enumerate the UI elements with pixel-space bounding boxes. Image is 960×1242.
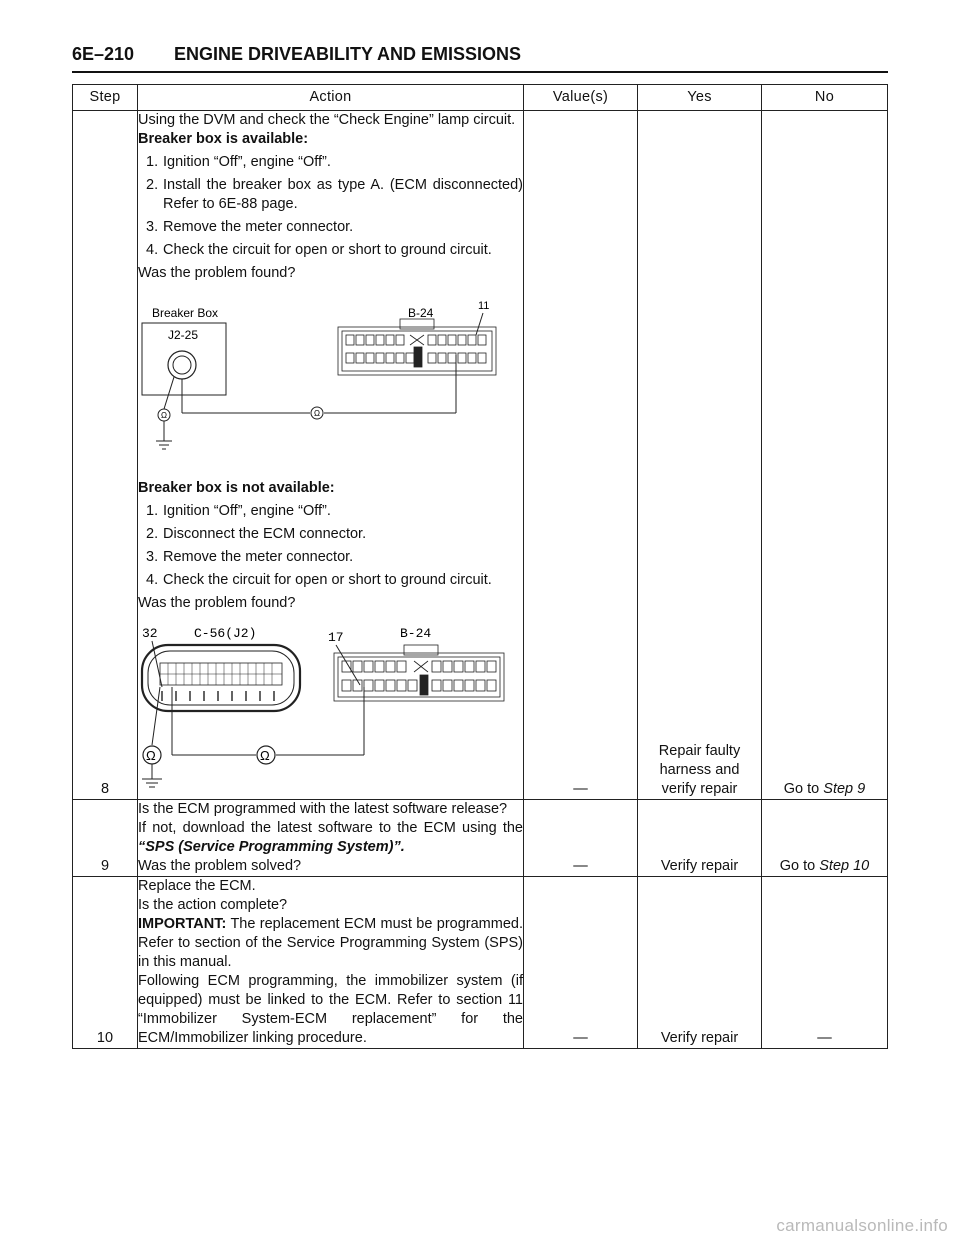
yes-cell: Verify repair <box>638 800 762 877</box>
list-item: 4. Check the circuit for open or short to ground circuit. <box>146 242 492 258</box>
list-item: 3. Remove the meter connector. <box>146 549 354 565</box>
action-question: Is the action complete? <box>138 897 288 913</box>
yes-line: harness and <box>659 762 740 778</box>
connector-label: B-24 <box>400 626 432 641</box>
action-intro: Using the DVM and check the “Check Engine” lamp circuit. <box>138 112 516 128</box>
page-number: 6E–210 <box>72 44 135 64</box>
list-item: 1. Ignition “Off”, engine “Off”. <box>146 503 331 519</box>
ground-symbol-icon <box>142 779 162 787</box>
important-label: IMPORTANT: <box>138 916 227 932</box>
b24-connector-icon <box>334 645 504 701</box>
breaker-available-steps <box>138 153 523 260</box>
col-header-no: No <box>762 85 888 111</box>
col-header-values: Value(s) <box>524 85 638 111</box>
pin-label: 11 <box>478 300 490 312</box>
ground-symbol-icon <box>156 441 172 449</box>
action-text: Replace the ECM. <box>138 878 256 894</box>
col-header-yes: Yes <box>638 85 762 111</box>
no-cell <box>762 111 888 800</box>
ohm-symbol: Ω <box>314 409 320 418</box>
list-item: 2. Install the breaker box as type A. (ECM disconnected) Refer to 6E-88 page. <box>146 177 523 212</box>
pin-pointer <box>476 313 483 335</box>
page-title: ENGINE DRIVEABILITY AND EMISSIONS <box>174 44 522 64</box>
go-to-text: Go to <box>779 858 820 874</box>
breaker-not-available-heading: Breaker box is not available: <box>138 480 335 496</box>
no-cell <box>762 800 888 877</box>
pin-right-label: 17 <box>328 630 344 645</box>
action-cell-step-8 <box>138 111 524 800</box>
table-row-step-9 <box>73 800 888 877</box>
c56-connector-icon <box>142 645 300 711</box>
b24-connector-icon <box>338 319 496 375</box>
yes-cell <box>638 111 762 800</box>
sps-reference: “SPS (Service Programming System)”. <box>138 839 405 855</box>
col-header-action: Action <box>138 85 524 111</box>
question-b: Was the problem found? <box>138 595 296 611</box>
terminal-label: J2-25 <box>168 328 199 342</box>
watermark: carmanualsonline.info <box>776 1216 948 1235</box>
diagnostic-table <box>72 84 888 1049</box>
action-question: Was the problem solved? <box>138 858 302 874</box>
action-text: Is the ECM programmed with the latest software release? <box>138 801 508 817</box>
lead-wire-a <box>164 377 174 409</box>
step-link[interactable]: Step 9 <box>823 781 866 797</box>
values-cell: — <box>524 877 638 1049</box>
terminal-outer <box>168 351 196 379</box>
question-a: Was the problem found? <box>138 265 296 281</box>
pin-pointer <box>336 645 360 685</box>
terminal-inner <box>173 356 191 374</box>
ohm-symbol: Ω <box>146 748 156 763</box>
list-item: 2. Disconnect the ECM connector. <box>146 526 367 542</box>
ohm-symbol: Ω <box>260 748 270 763</box>
table-row-step-10 <box>73 877 888 1049</box>
step-number: 10 <box>73 877 138 1049</box>
header-rule <box>72 71 888 73</box>
go-to-text: Go to <box>783 781 824 797</box>
table-row-step-8 <box>73 111 888 800</box>
col-header-step: Step <box>73 85 138 111</box>
values-cell: — <box>524 800 638 877</box>
yes-cell: Verify repair <box>638 877 762 1049</box>
step-number: 9 <box>73 800 138 877</box>
pin-left-label: 32 <box>142 626 158 641</box>
action-cell-step-9 <box>138 800 524 877</box>
values-cell: — <box>524 111 638 800</box>
breaker-box-label: Breaker Box <box>152 306 219 320</box>
ohm-symbol: Ω <box>161 411 167 420</box>
list-item: 4. Check the circuit for open or short to ground circuit. <box>146 572 492 588</box>
action-cell-step-10 <box>138 877 524 1049</box>
list-item: 3. Remove the meter connector. <box>146 219 354 235</box>
breaker-not-available-steps <box>138 502 523 590</box>
connector-label: B-24 <box>408 306 434 320</box>
action-text: Following ECM programming, the immobilizer system (if equipped) must be linked to the ECM. Refer to section 11 “Immobilizer System-ECM replacement” for the ECM/Immobilizer linking procedure. <box>138 973 523 1046</box>
list-item: 1. Ignition “Off”, engine “Off”. <box>146 154 331 170</box>
breaker-box-wiring-figure <box>138 291 510 471</box>
important-note: IMPORTANT: The replacement ECM must be programmed. Refer to section of the Service Programming System (SPS) in this manual. <box>138 916 523 970</box>
yes-line: verify repair <box>661 781 738 797</box>
step-number: 8 <box>73 111 138 800</box>
action-text: If not, download the latest software to the ECM using the “SPS (Service Programming System)”. <box>138 820 523 855</box>
probe-wire-a <box>152 687 160 745</box>
no-cell: — <box>762 877 888 1049</box>
ecm-connector-label: C-56(J2) <box>194 626 257 641</box>
step-link[interactable]: Step 10 <box>819 858 870 874</box>
ecm-connector-wiring-figure <box>138 621 510 791</box>
yes-line: Repair faulty <box>658 743 741 759</box>
table-header-row <box>73 85 888 111</box>
breaker-available-heading: Breaker box is available: <box>138 131 309 147</box>
